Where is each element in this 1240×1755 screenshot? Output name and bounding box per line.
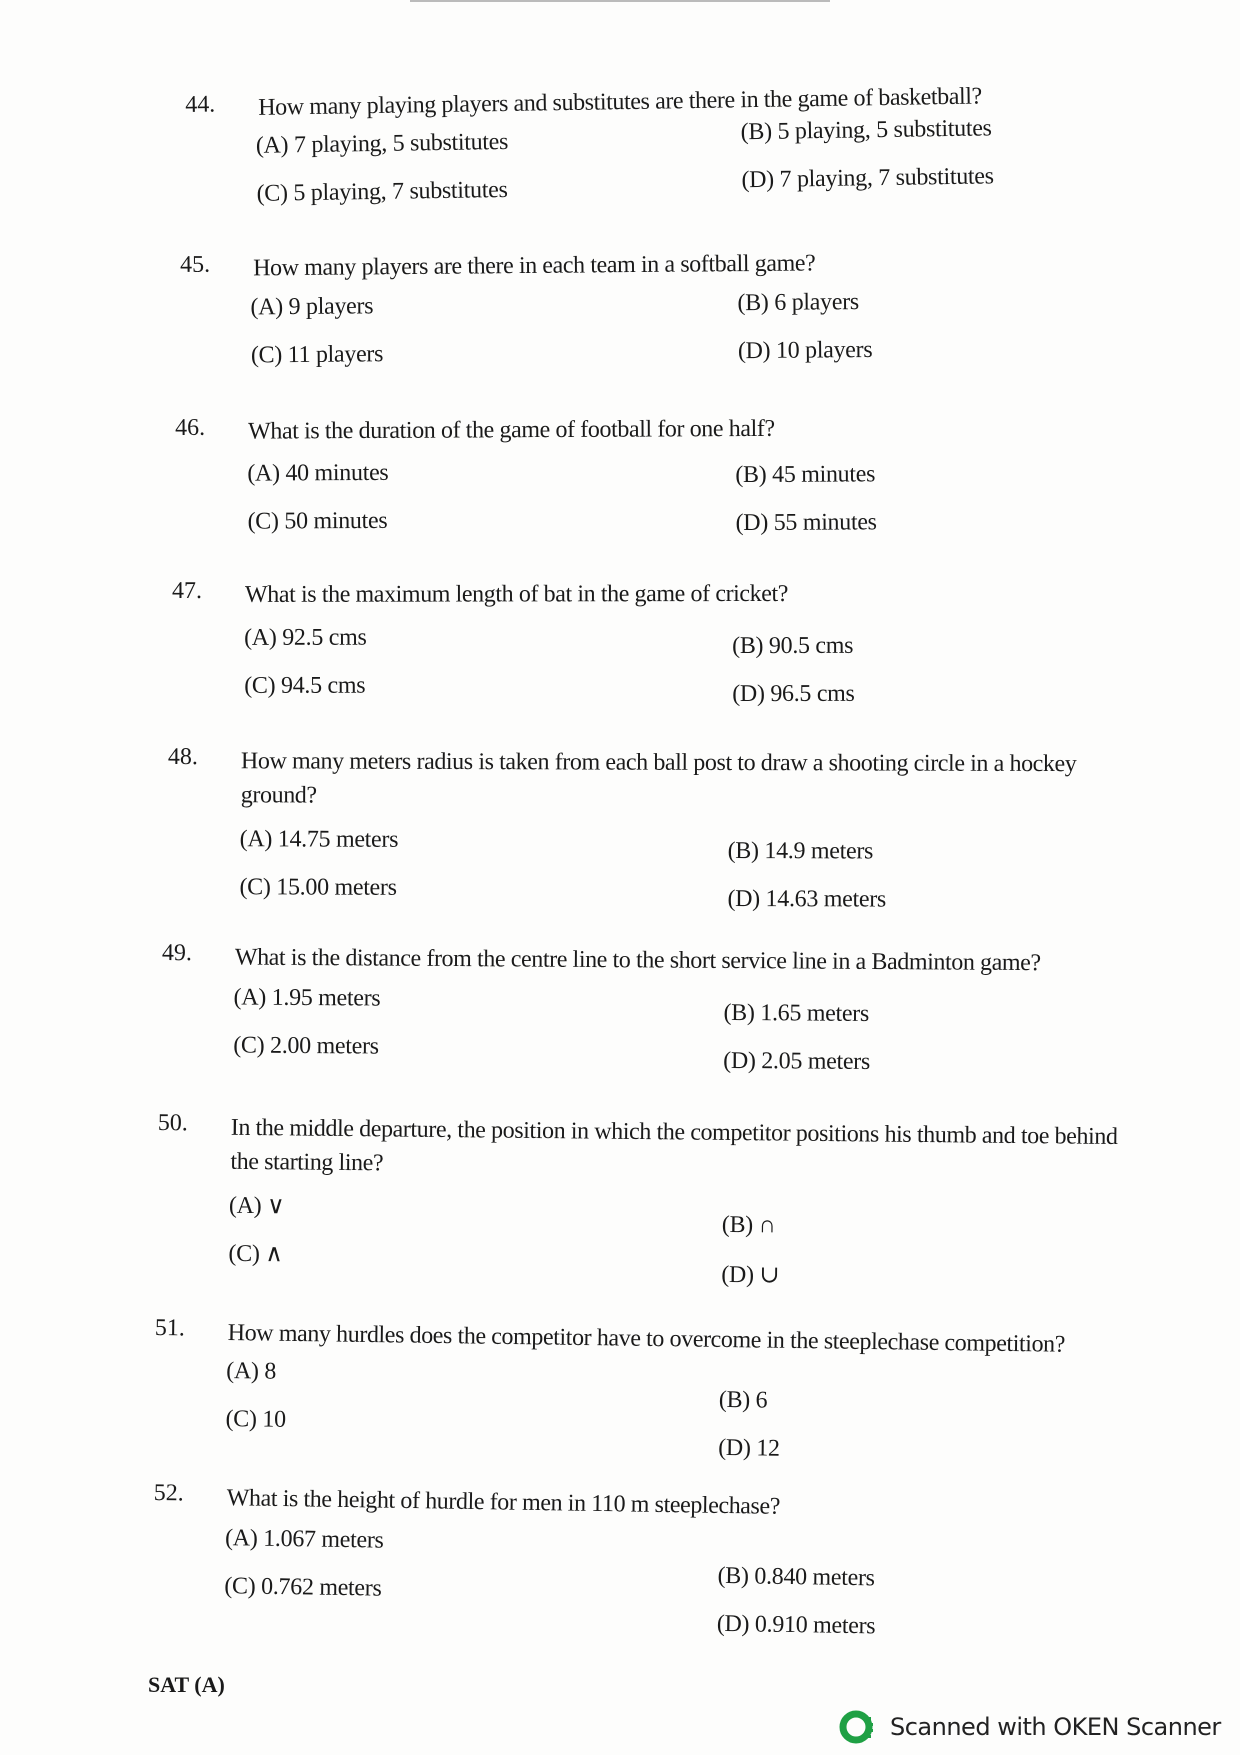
option-d: (D) 10 players	[737, 336, 873, 365]
option-b: (B) 6 players	[737, 289, 859, 317]
question-50	[157, 1110, 1158, 1289]
option-d: (D) ∪	[721, 1261, 780, 1289]
question-number: 46.	[175, 414, 206, 441]
option-b: (B) 14.9 meters	[727, 837, 874, 865]
option-d: (D) 55 minutes	[735, 509, 877, 537]
option-b: (B) 1.65 meters	[723, 999, 870, 1027]
question-text: In the middle departure, the position in which the competitor positions his thumb and toe behind the starting line?	[230, 1114, 1118, 1177]
option-a: (A) 1.95 meters	[233, 984, 381, 1012]
question-text: How many meters radius is taken from each ball post to draw a shooting circle in a hockey ground?	[240, 748, 1077, 809]
question-text: How many playing players and substitutes are there in the game of basketball?	[258, 83, 983, 121]
question-49	[161, 940, 1162, 1075]
question-number: 49.	[161, 940, 192, 967]
scan-edge-line	[410, 0, 830, 2]
question-48	[167, 744, 1168, 913]
paper-code: SAT (A)	[148, 1672, 225, 1697]
option-a: (A) 7 playing, 5 substitutes	[255, 128, 509, 159]
option-c: (C) 50 minutes	[247, 507, 388, 535]
option-c: (C) 11 players	[250, 341, 384, 369]
option-c: (C) 94.5 cms	[244, 672, 366, 699]
question-number: 50.	[157, 1110, 188, 1137]
option-a: (A) 92.5 cms	[244, 624, 367, 651]
option-b: (B) 6	[718, 1386, 768, 1414]
question-text: What is the distance from the centre line to the short service line in a Badminton game?	[234, 944, 1041, 977]
option-c: (C) 5 playing, 7 substitutes	[256, 176, 508, 207]
option-c: (C) 10	[225, 1405, 286, 1433]
option-a: (A) 1.067 meters	[224, 1525, 384, 1554]
question-number: 44.	[185, 91, 216, 118]
option-c: (C) 2.00 meters	[233, 1032, 379, 1060]
option-b: (B) 0.840 meters	[717, 1562, 875, 1592]
oken-scanner-logo-icon	[838, 1707, 878, 1747]
question-47	[172, 576, 1172, 708]
option-d: (D) 14.63 meters	[727, 885, 887, 913]
option-d: (D) 12	[718, 1434, 780, 1462]
option-d: (D) 7 playing, 7 substitutes	[741, 163, 994, 194]
scanner-watermark	[838, 1707, 1221, 1747]
question-number: 51.	[154, 1315, 185, 1342]
option-a: (A) 40 minutes	[247, 459, 389, 487]
option-c: (C) 15.00 meters	[239, 874, 397, 901]
question-number: 52.	[153, 1480, 184, 1507]
question-51	[154, 1315, 1155, 1462]
option-b: (B) 5 playing, 5 substitutes	[740, 115, 992, 146]
scanner-watermark-text: Scanned with OKEN Scanner	[890, 1713, 1221, 1741]
question-text: How many players are there in each team in a softball game?	[253, 250, 816, 282]
question-number: 47.	[172, 577, 203, 604]
option-c: (C) 0.762 meters	[224, 1573, 382, 1602]
option-d: (D) 96.5 cms	[732, 680, 855, 708]
question-text: How many hurdles does the competitor have to overcome in the steeplechase competition?	[227, 1320, 1066, 1358]
option-a: (A) ∨	[228, 1192, 285, 1220]
question-45	[180, 243, 1180, 369]
question-text: What is the height of hurdle for men in 110 m steeplechase?	[226, 1485, 781, 1520]
option-a: (A) 14.75 meters	[239, 826, 399, 853]
option-d: (D) 0.910 meters	[716, 1610, 876, 1640]
option-d: (D) 2.05 meters	[723, 1047, 871, 1075]
option-b: (B) 90.5 cms	[732, 632, 854, 660]
question-text: What is the duration of the game of football for one half?	[248, 415, 775, 445]
option-c: (C) ∧	[228, 1240, 283, 1268]
option-a: (A) 8	[226, 1358, 277, 1385]
question-number: 45.	[180, 251, 211, 278]
option-b: (B) ∩	[721, 1211, 776, 1239]
question-44	[185, 76, 1185, 207]
question-46	[175, 410, 1175, 537]
option-b: (B) 45 minutes	[735, 461, 876, 489]
option-a: (A) 9 players	[250, 293, 374, 321]
question-text: What is the maximum length of bat in the game of cricket?	[245, 580, 789, 608]
question-52	[153, 1480, 1154, 1640]
question-number: 48.	[167, 744, 198, 771]
